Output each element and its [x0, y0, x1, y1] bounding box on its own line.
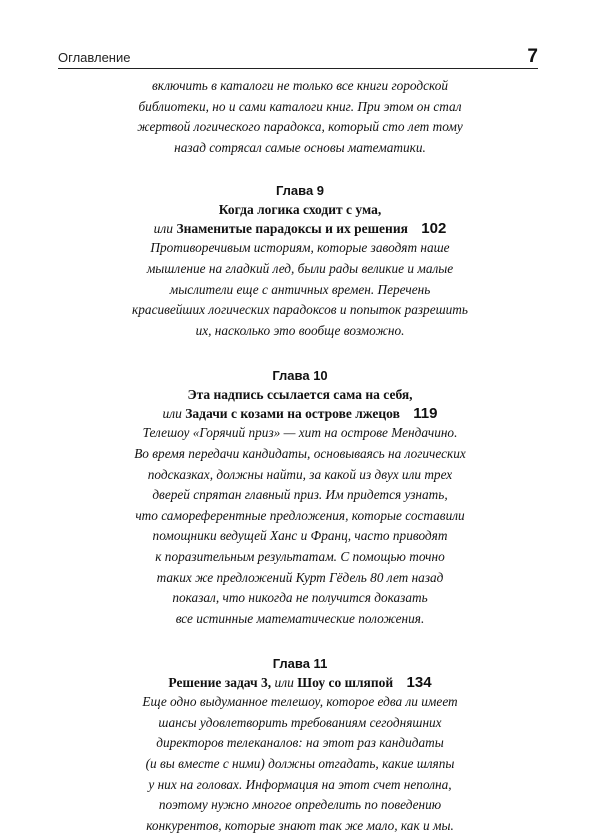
description-line: директоров телеканалов: на этот раз кандидаты	[156, 735, 444, 751]
description-line: дверей спрятан главный приз. Им придется узнать,	[152, 487, 448, 503]
description-line: у них на головах. Информация на этот счет неполна,	[148, 776, 452, 792]
description-line: (и вы вместе с ними) должны отгадать, какие шляпы	[145, 756, 455, 772]
description-line: конкурентов, которые знают так же мало, как и мы.	[146, 817, 454, 833]
description-line: Противоречивым историям, которые заводят наше	[150, 240, 450, 256]
or-word: или	[274, 675, 294, 691]
description-line: все истинные математические положения.	[175, 610, 425, 626]
chapter-label: Глава 11	[272, 656, 328, 672]
chapter-subtitle-line	[60, 219, 540, 238]
description-line: Во время передачи кандидаты, основываясь на логических	[134, 445, 466, 461]
description-line: Телешоу «Горячий приз» — хит на острове Мендачино.	[142, 425, 458, 441]
chapter-subtitle-line	[60, 673, 540, 692]
description-line: мышление на гладкий лед, были рады великие и малые	[146, 260, 454, 276]
section-title: Оглавление	[58, 50, 131, 65]
chapter-description	[60, 238, 540, 341]
intro-line: библиотеки, но и сами каталоги книг. При этом он стал	[138, 98, 462, 114]
chapter-page-number: 134	[406, 674, 432, 692]
intro-paragraph	[60, 76, 540, 158]
description-line: их, насколько это вообще возможно.	[195, 322, 405, 338]
chapter-label: Глава 9	[275, 183, 325, 199]
description-line: красивейших логических парадоксов и попыток разрешить	[132, 302, 468, 318]
intro-line: жертвой логического парадокса, который сто лет тому	[137, 119, 463, 135]
description-line: что самореферентные предложения, которые составили	[135, 507, 465, 523]
or-word: или	[162, 406, 182, 422]
chapter-description	[60, 692, 540, 836]
chapter-subtitle: Знаменитые парадоксы и их решения	[176, 221, 408, 237]
chapter-subtitle-line	[60, 404, 540, 423]
toc-content	[60, 76, 540, 836]
chapter-description	[60, 423, 540, 629]
page-number: 7	[527, 46, 538, 67]
description-line: подсказках, должны найти, за какой из двух или трех	[147, 466, 453, 482]
description-line: мыслители еще с античных времен. Перечень	[169, 281, 431, 297]
chapter-9-entry	[60, 182, 540, 341]
or-word: или	[153, 221, 174, 237]
chapter-title: Решение задач 3,	[168, 675, 272, 691]
description-line: помощники ведущей Ханс и Франц, часто приводят	[152, 528, 448, 544]
page-header	[58, 44, 538, 69]
intro-line: назад сотрясал самые основы математики.	[174, 139, 426, 155]
description-line: к поразительным результатам. С помощью точно	[155, 548, 445, 564]
intro-line: включить в каталоги не только все книги городской	[151, 78, 449, 93]
chapter-11-entry	[60, 655, 540, 836]
description-line: поэтому нужно многое определить по поведению	[158, 797, 442, 813]
chapter-10-entry	[60, 367, 540, 629]
description-line: Еще одно выдуманное телешоу, которое едва ли имеет	[142, 694, 458, 710]
chapter-title: Эта надпись ссылается сама на себя,	[187, 387, 413, 403]
description-line: шансы удовлетворить требованиям сегодняшних	[158, 714, 442, 730]
description-line: показал, что никогда не получится доказать	[172, 590, 428, 606]
chapter-subtitle: Шоу со шляпой	[297, 675, 394, 691]
chapter-page-number: 119	[413, 405, 438, 423]
chapter-subtitle: Задачи с козами на острове лжецов	[185, 406, 400, 422]
chapter-title: Когда логика сходит с ума,	[218, 202, 382, 218]
description-line: таких же предложений Курт Гёдель 80 лет назад	[156, 569, 444, 585]
chapter-label: Глава 10	[272, 368, 328, 384]
chapter-page-number: 102	[421, 220, 447, 238]
